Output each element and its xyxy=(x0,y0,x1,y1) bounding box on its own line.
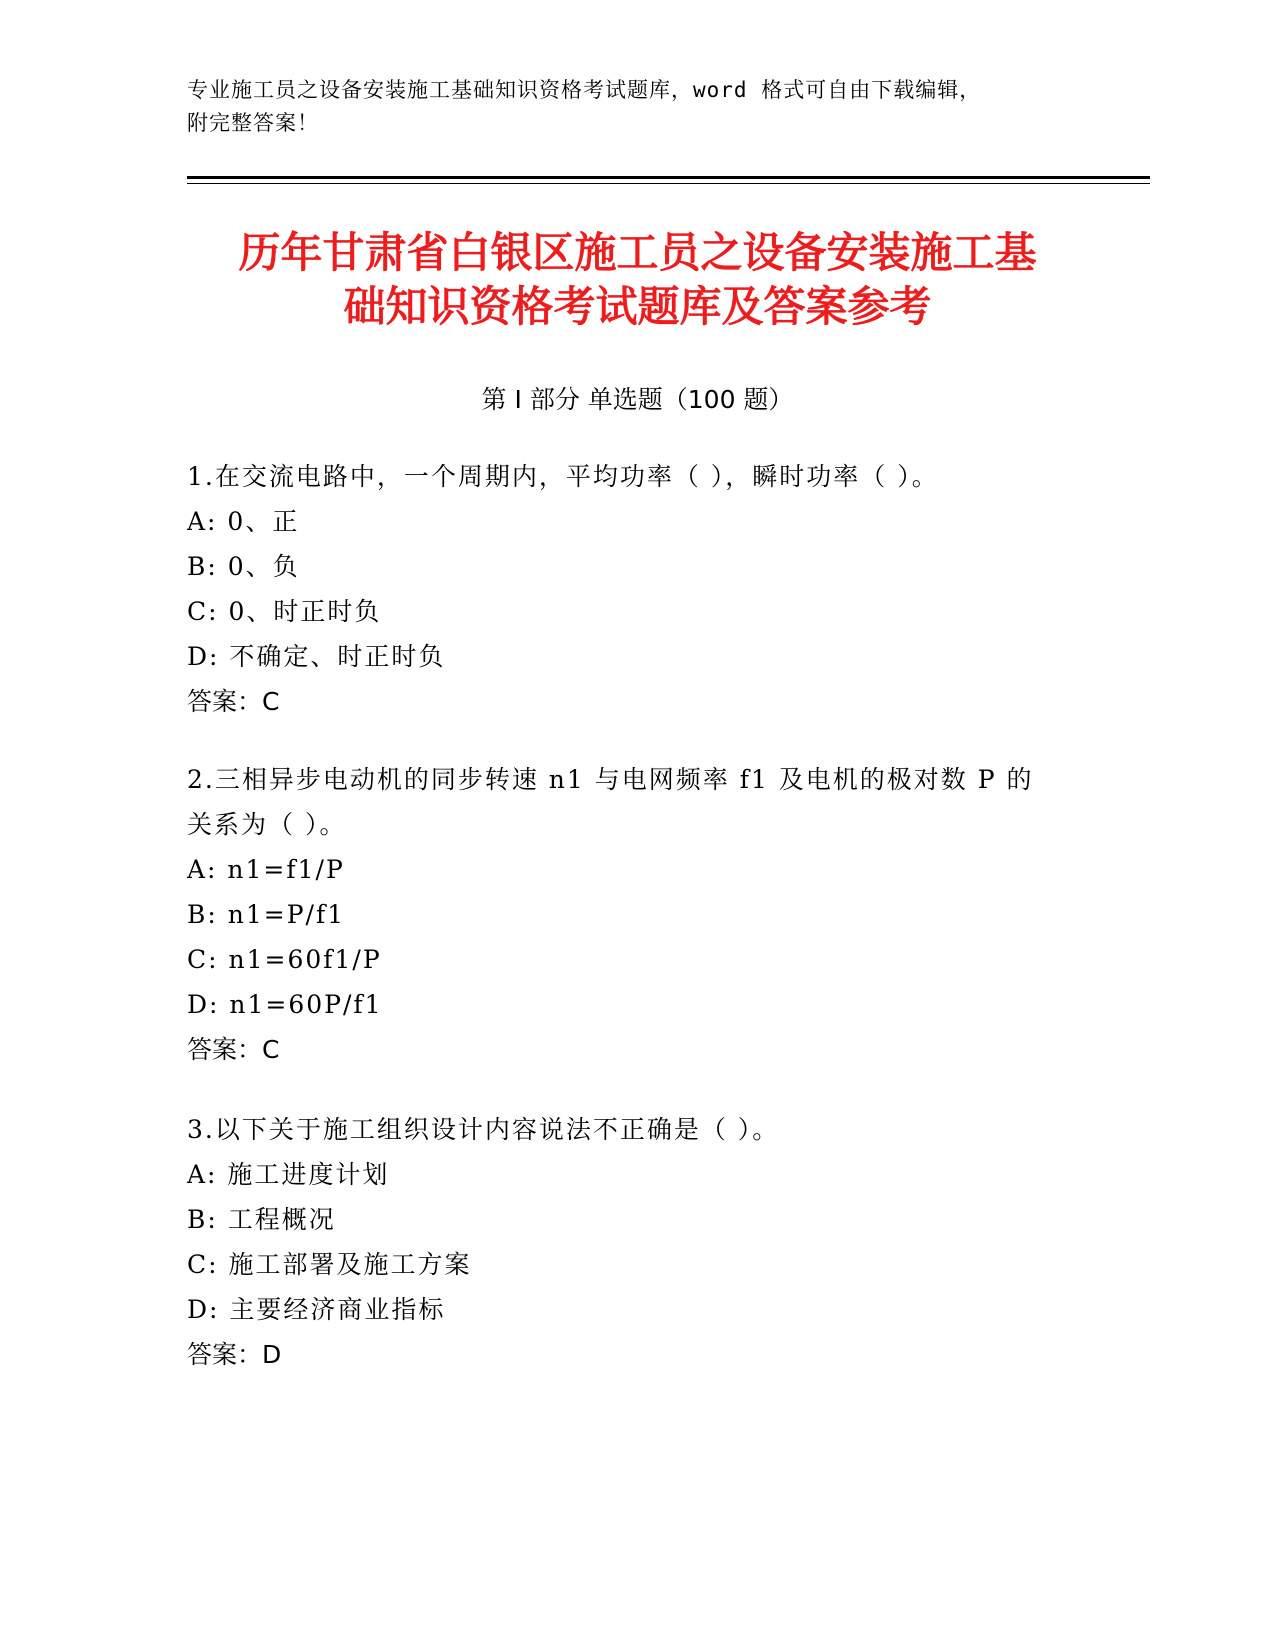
answer-line: 答案：C xyxy=(187,1035,280,1064)
option-c: C: n1=60f1/P xyxy=(187,945,382,974)
header-divider-thick xyxy=(187,176,1150,179)
question-1 xyxy=(187,454,1087,724)
question-2 xyxy=(187,757,1087,1072)
question-stem-continued: 关系为（ ）。 xyxy=(187,810,347,839)
question-stem: 3.以下关于施工组织设计内容说法不正确是（ ）。 xyxy=(187,1115,780,1144)
answer-line: 答案：C xyxy=(187,687,280,716)
document-title xyxy=(150,226,1125,334)
option-c: C: 施工部署及施工方案 xyxy=(187,1250,472,1279)
option-c: C: 0、时正时负 xyxy=(187,597,382,626)
header-note-line-1: 专业施工员之设备安装施工基础知识资格考试题库，word 格式可自由下载编辑， xyxy=(187,78,982,102)
title-line-1: 历年甘肃省白银区施工员之设备安装施工基 xyxy=(238,228,1037,277)
option-a: A: 施工进度计划 xyxy=(187,1160,390,1189)
document-header-note xyxy=(187,74,1087,140)
option-d: D: n1=60P/f1 xyxy=(187,990,383,1019)
question-stem: 1.在交流电路中，一个周期内，平均功率（ ），瞬时功率（ ）。 xyxy=(187,462,939,491)
option-a: A: 0、正 xyxy=(187,507,300,536)
header-note-line-2: 附完整答案！ xyxy=(187,111,319,135)
option-b: B: 工程概况 xyxy=(187,1205,336,1234)
answer-line: 答案：D xyxy=(187,1340,282,1369)
title-line-2: 础知识资格考试题库及答案参考 xyxy=(343,282,932,331)
option-d: D: 不确定、时正时负 xyxy=(187,642,446,671)
option-d: D: 主要经济商业指标 xyxy=(187,1295,446,1324)
question-3 xyxy=(187,1107,1087,1377)
section-heading: 第 I 部分 单选题（100 题） xyxy=(481,385,794,414)
option-b: B: 0、负 xyxy=(187,552,300,581)
header-divider-thin xyxy=(187,183,1150,184)
option-a: A: n1=f1/P xyxy=(187,855,345,884)
option-b: B: n1=P/f1 xyxy=(187,900,346,929)
question-stem: 2.三相异步电动机的同步转速 n1 与电网频率 f1 及电机的极对数 P 的 xyxy=(187,765,1034,794)
